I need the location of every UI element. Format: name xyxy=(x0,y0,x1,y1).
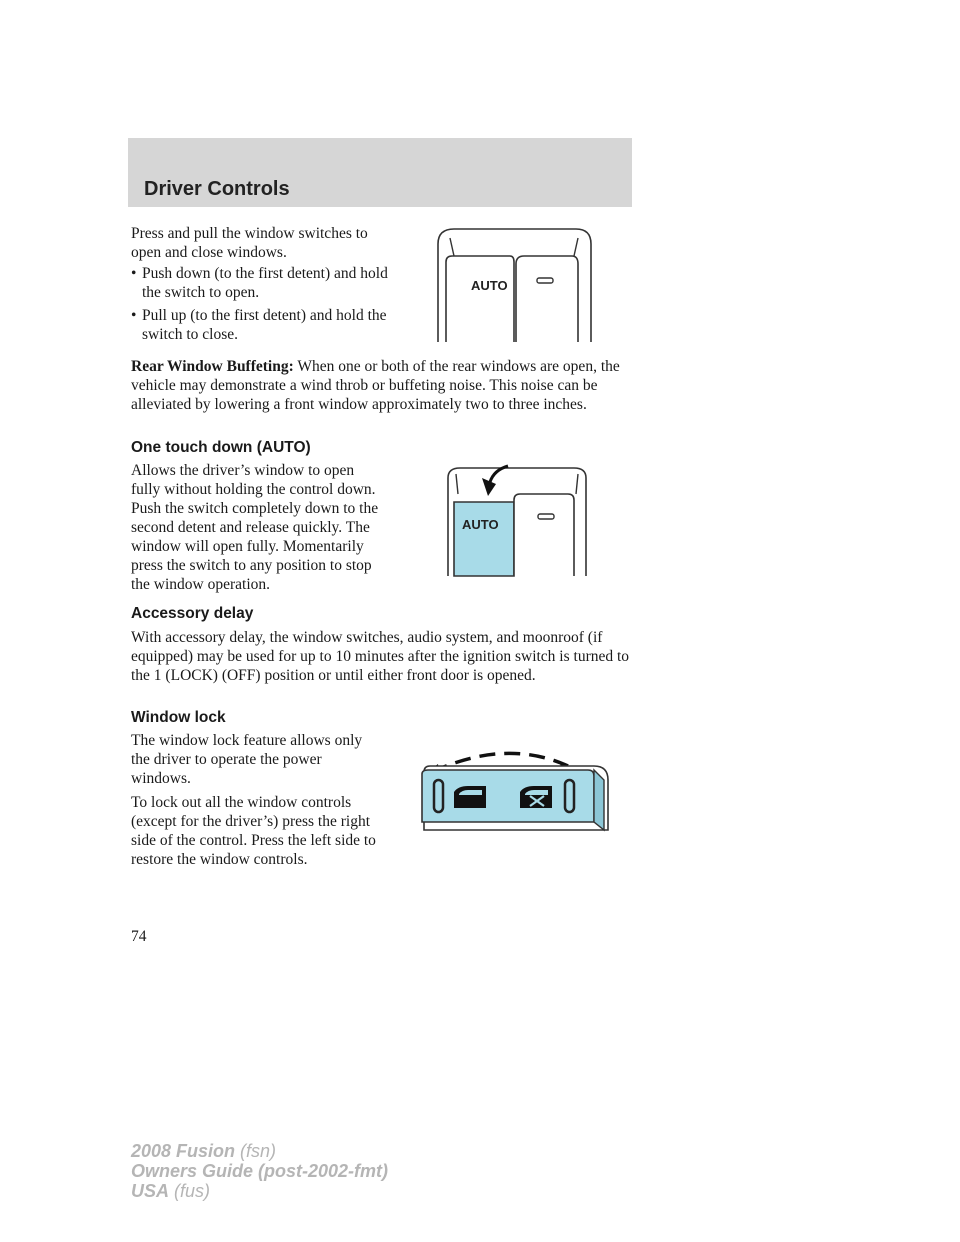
auto-switch-figure xyxy=(446,464,590,578)
footer-market-code: (fus) xyxy=(169,1181,211,1201)
intro-paragraph: Press and pull the window switches to open and close windows. xyxy=(131,225,368,261)
window-locked-icon xyxy=(520,786,552,808)
window-lock-paragraph-1: The window lock feature allows only the driver to operate the power windows. xyxy=(131,732,363,787)
window-lock-figure xyxy=(418,742,612,836)
footer-line-3 xyxy=(131,1181,388,1201)
window-switch-figure xyxy=(436,226,594,344)
accessory-paragraph: With accessory delay, the window switches, audio system, and moonroof (if equipped) may be used for up to 10 minutes after the ignition switch is turned to the 1 (LOCK) (OFF) position or until either front door is opened. xyxy=(131,629,630,684)
window-lock-heading: Window lock xyxy=(131,709,226,726)
page-number: 74 xyxy=(131,928,147,945)
footer-line-2 xyxy=(131,1161,388,1181)
section-header-band xyxy=(128,138,632,207)
auto-switch-label: AUTO xyxy=(471,278,508,293)
bullet-dot: • xyxy=(131,307,137,324)
bullet-dot: • xyxy=(131,265,137,282)
accessory-heading: Accessory delay xyxy=(131,605,254,622)
footer-market: USA xyxy=(131,1181,170,1201)
buffeting-text: When one or both of the rear windows are open, the vehicle may demonstrate a wind throb or buffeting noise. This noise can be alleviated by lowering a front window approximately two to three inches. xyxy=(131,358,620,413)
footer-model: 2008 Fusion xyxy=(131,1141,236,1161)
window-lock-paragraph-2: To lock out all the window controls (except for the driver’s) press the right side of the control. Press the left side to restore the window controls. xyxy=(131,794,376,868)
bullet-text: Pull up (to the first detent) and hold the switch to close. xyxy=(142,307,387,343)
footer-line-1 xyxy=(131,1141,388,1161)
one-touch-heading: One touch down (AUTO) xyxy=(131,439,311,456)
section-title: Driver Controls xyxy=(144,178,290,200)
bullet-text: Push down (to the first detent) and hold the switch to open. xyxy=(142,265,388,301)
document-footer xyxy=(131,1141,388,1201)
auto-pressed-label: AUTO xyxy=(462,517,499,532)
one-touch-paragraph: Allows the driver’s window to open fully without holding the control down. Push the switch completely down to the second detent and release quickly. The window will open fully. Momentarily press the switch to any position to stop the window operation. xyxy=(131,462,379,593)
buffeting-paragraph xyxy=(131,357,631,414)
footer-model-code: (fsn) xyxy=(235,1141,277,1161)
footer-guide: Owners Guide (post-2002-fmt) xyxy=(131,1161,389,1181)
buffeting-lead: Rear Window Buffeting: xyxy=(131,358,294,375)
window-icon xyxy=(454,786,486,808)
